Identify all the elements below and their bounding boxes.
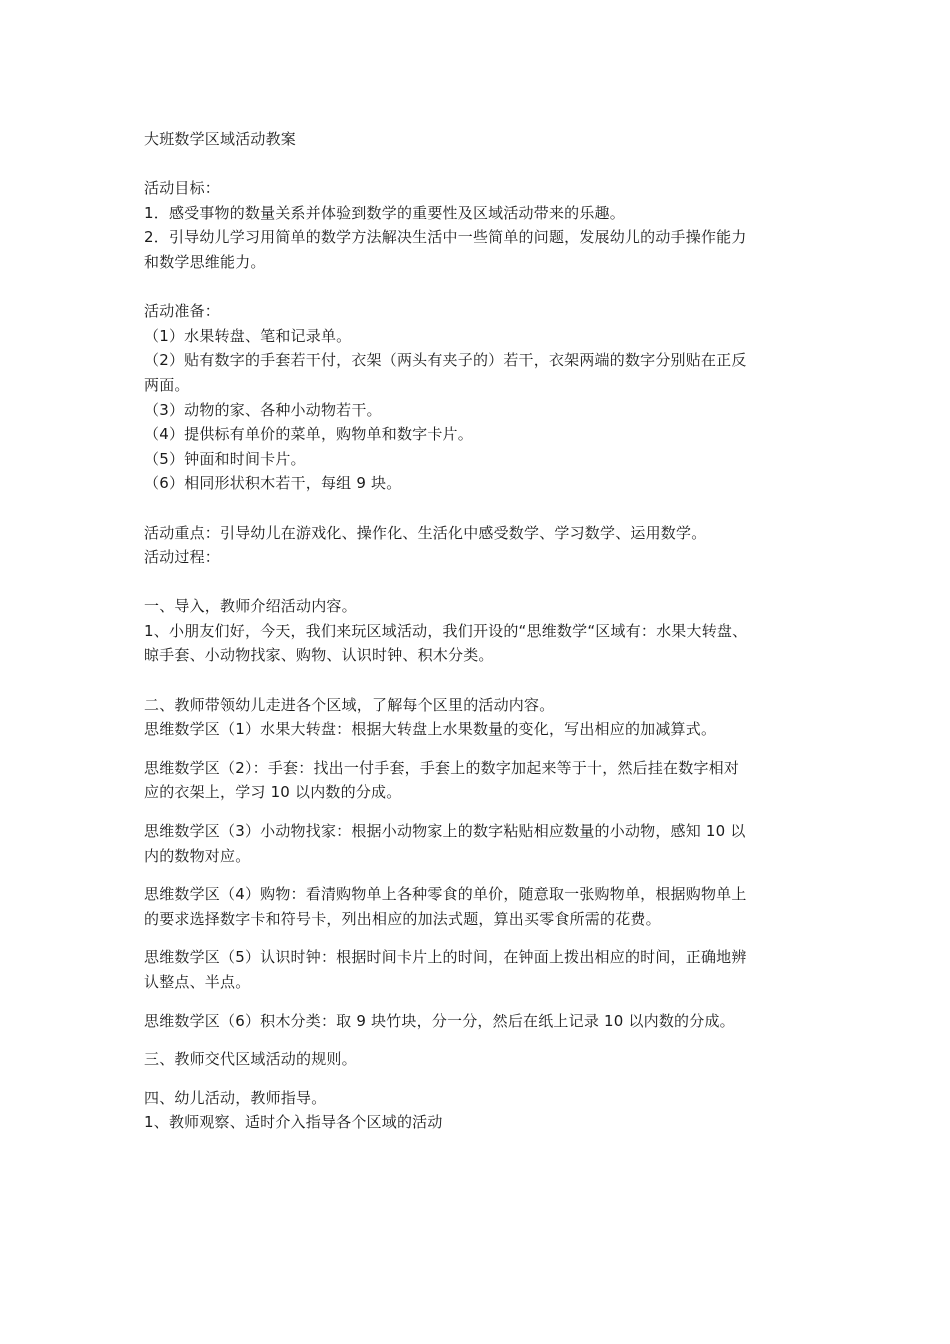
prep-item-2-line-1: （2）贴有数字的手套若干付，衣架（两头有夹子的）若干，衣架两端的数字分别贴在正反: [144, 351, 747, 370]
paragraph-gap: [144, 1072, 824, 1086]
step-1-paragraph-line-2: 晾手套、小动物找家、购物、认识时钟、积木分类。: [144, 646, 494, 665]
paragraph-gap: [144, 805, 824, 819]
step-4-heading: 四、幼儿活动，教师指导。: [144, 1088, 327, 1107]
goal-item-2-line-2: 和数学思维能力。: [144, 252, 266, 271]
zone-4-text-line-1: 思维数学区（4）购物：看清购物单上各种零食的单价，随意取一张购物单，根据购物单上: [144, 885, 747, 904]
zone-3-text-line-2: 内的数物对应。: [144, 846, 251, 865]
zone-5-text-line-2: 认整点、半点。: [144, 973, 251, 991]
process-heading: 活动过程：: [144, 548, 221, 567]
paragraph-gap: [144, 995, 824, 1009]
document-title: 大班数学区域活动教案: [144, 130, 297, 148]
prep-item-5: （5）钟面和时间卡片。: [144, 449, 306, 468]
zone-4-text-line-2: 的要求选择数字卡和符号卡，列出相应的加法式题，算出买零食所需的花费。: [144, 909, 661, 928]
zone-2-text-line-1: 思维数学区（2）：手套：找出一付手套，手套上的数字加起来等于十，然后挂在数字相对: [144, 758, 740, 777]
zone-5-text-line-1: 思维数学区（5）认识时钟：根据时间卡片上的时间，在钟面上拨出相应的时间，正确地辨: [144, 948, 747, 967]
document-page: [144, 127, 824, 1135]
zone-3-text-line-1: 思维数学区（3）小动物找家：根据小动物家上的数字粘贴相应数量的小动物，感知 10 以: [144, 822, 746, 841]
step-1-heading: 一、导入，教师介绍活动内容。: [144, 597, 357, 616]
zone-2-text-line-2: 应的衣架上，学习 10 以内数的分成。: [144, 783, 402, 802]
paragraph-gap: [144, 931, 824, 945]
paragraph-gap: [144, 742, 824, 756]
prep-item-1: （1）水果转盘、笔和记录单。: [144, 326, 352, 345]
step-3-heading: 三、教师交代区域活动的规则。: [144, 1050, 357, 1069]
prep-item-6: （6）相同形状积木若干，每组 9 块。: [144, 474, 402, 493]
prep-item-3: （3）动物的家、各种小动物若干。: [144, 400, 382, 419]
prep-item-4: （4）提供标有单价的菜单，购物单和数字卡片。: [144, 425, 473, 444]
blank-line: [144, 570, 824, 595]
goals-heading: 活动目标：: [144, 179, 221, 198]
blank-line: [144, 496, 824, 521]
step-4-paragraph: 1、教师观察、适时介入指导各个区域的活动: [144, 1113, 443, 1132]
zone-6-text: 思维数学区（6）积木分类：取 9 块竹块，分一分，然后在纸上记录 10 以内数的分成。: [144, 1011, 735, 1030]
blank-line: [144, 668, 824, 693]
step-2-heading: 二、教师带领幼儿走进各个区域，了解每个区里的活动内容。: [144, 695, 555, 714]
zone-1-text: 思维数学区（1）水果大转盘：根据大转盘上水果数量的变化，写出相应的加减算式。: [144, 720, 717, 739]
goal-item-1: 1．感受事物的数量关系并体验到数学的重要性及区域活动带来的乐趣。: [144, 203, 625, 222]
paragraph-gap: [144, 868, 824, 882]
blank-line: [144, 152, 824, 177]
prep-item-2-line-2: 两面。: [144, 375, 190, 394]
goal-item-2-line-1: 2．引导幼儿学习用简单的数学方法解决生活中一些简单的问题，发展幼儿的动手操作能力: [144, 228, 747, 247]
step-1-paragraph-line-1: 1、小朋友们好，今天，我们来玩区域活动，我们开设的“思维数学“区域有：水果大转盘、: [144, 621, 748, 640]
focus-paragraph: 活动重点：引导幼儿在游戏化、操作化、生活化中感受数学、学习数学、运用数学。: [144, 523, 707, 542]
blank-line: [144, 275, 824, 300]
prep-heading: 活动准备：: [144, 302, 221, 321]
paragraph-gap: [144, 1033, 824, 1047]
